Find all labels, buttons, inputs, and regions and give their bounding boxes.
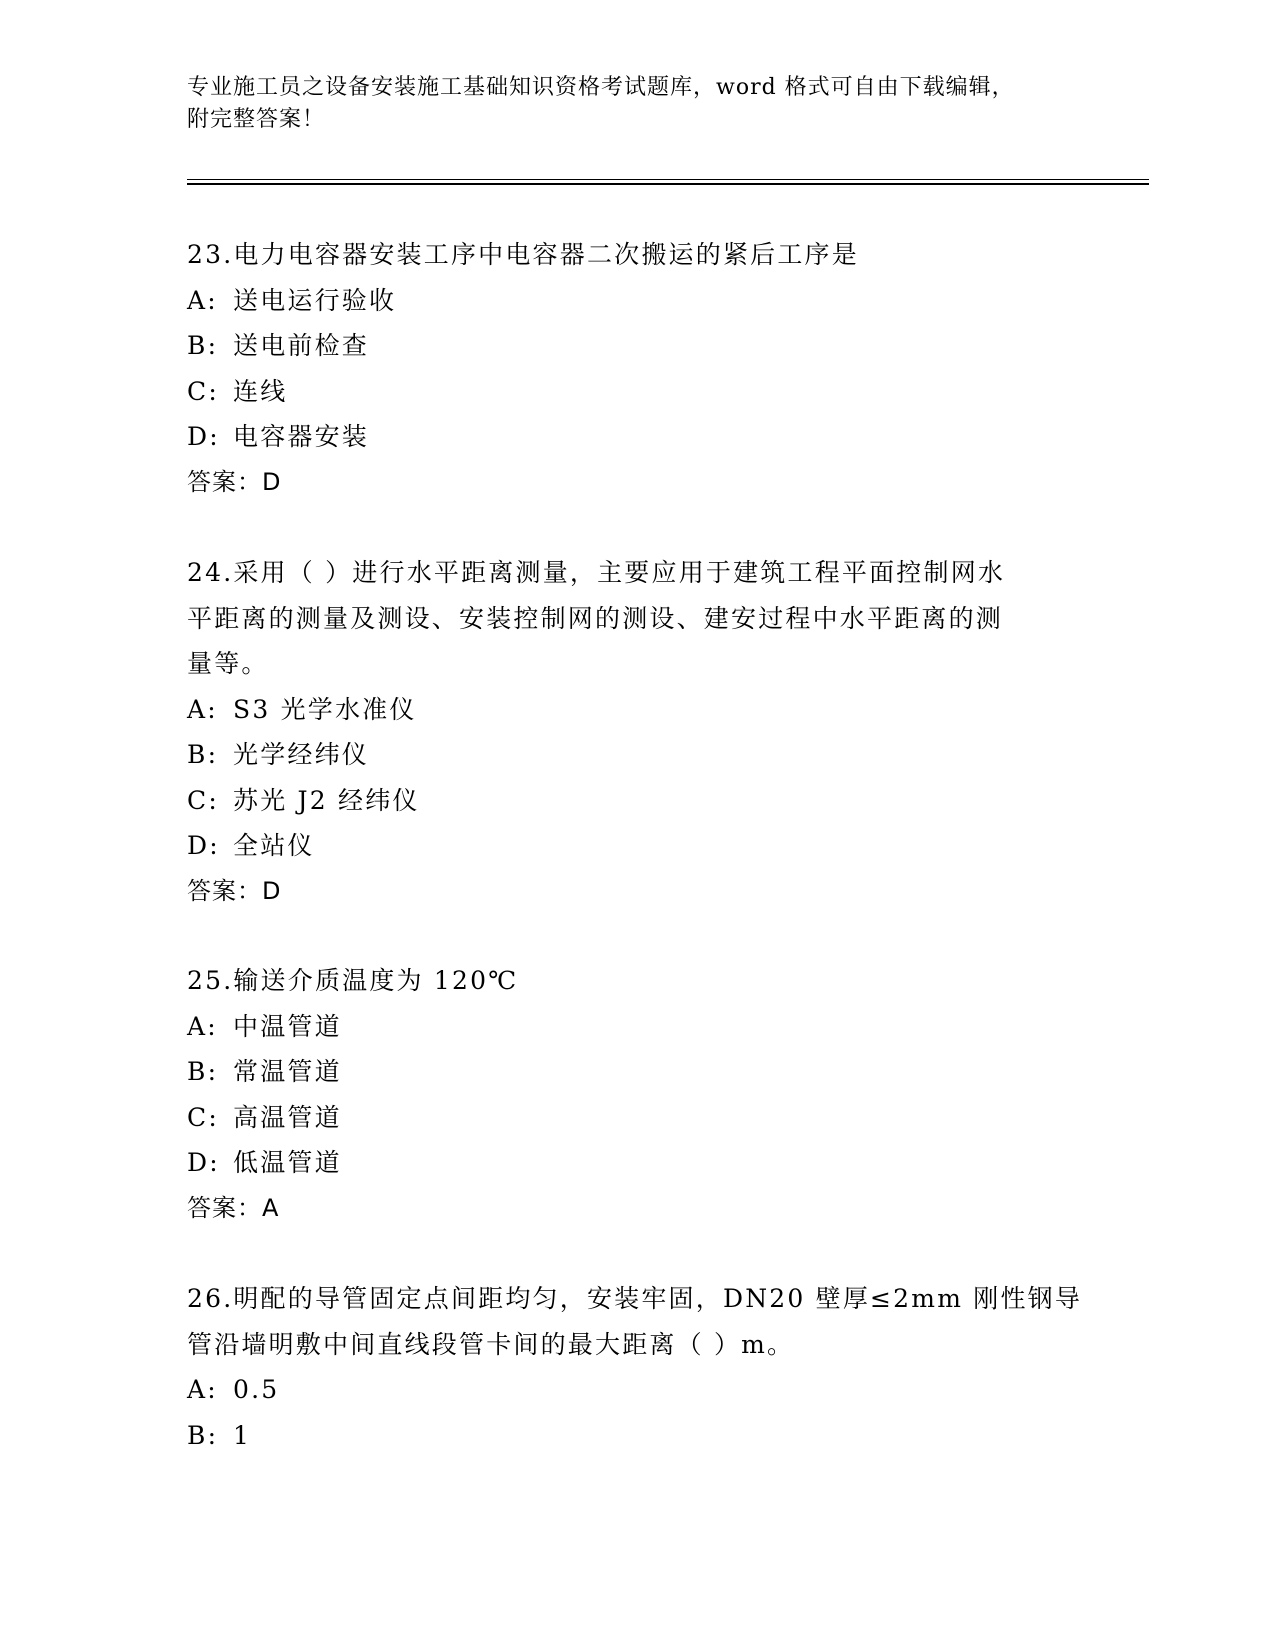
question-number: 23.	[187, 240, 234, 269]
answer-line	[187, 460, 1067, 506]
option-letter: B:	[187, 331, 219, 360]
question-text-line2: 平距离的测量及测设、安装控制网的测设、建安过程中水平距离的测	[187, 603, 1004, 633]
document-header	[187, 72, 1067, 136]
question-stem	[187, 232, 1067, 278]
option-a	[187, 278, 1067, 324]
question-text-line1: 采用（ ）进行水平距离测量，主要应用于建筑工程平面控制网水	[233, 558, 1006, 587]
answer-label: 答案：	[187, 467, 262, 496]
option-a	[187, 1367, 1067, 1413]
answer-value: D	[262, 467, 282, 496]
header-divider-thin	[187, 179, 1149, 180]
option-a	[187, 1004, 1067, 1050]
question-stem	[187, 1276, 1083, 1322]
option-text: 送电前检查	[233, 331, 370, 360]
option-letter: C:	[187, 1102, 219, 1132]
option-letter: A:	[187, 694, 218, 724]
option-letter: C:	[187, 376, 219, 406]
question-25	[187, 958, 1067, 1231]
question-number: 25.	[187, 966, 234, 995]
answer-label: 答案：	[187, 1193, 262, 1222]
option-letter: D:	[187, 422, 220, 451]
header-divider-thick	[187, 183, 1149, 185]
option-letter: A:	[187, 285, 218, 315]
question-text: 输送介质温度为 120℃	[233, 966, 519, 995]
question-number: 24.	[187, 558, 234, 587]
option-text: 电容器安装	[233, 422, 370, 451]
option-letter: D:	[187, 831, 220, 860]
question-26	[187, 1276, 1083, 1458]
option-b	[187, 1049, 1067, 1095]
question-stem	[187, 550, 1067, 596]
answer-value: D	[262, 876, 282, 905]
option-text: 常温管道	[233, 1057, 342, 1086]
option-c	[187, 369, 1067, 415]
question-stem	[187, 958, 1067, 1004]
option-letter: D:	[187, 1148, 220, 1177]
option-text: 苏光 J2 经纬仪	[233, 785, 420, 815]
option-c	[187, 778, 1067, 824]
option-text: S3 光学水准仪	[233, 694, 417, 724]
option-d	[187, 1140, 1067, 1186]
option-text: 送电运行验收	[233, 285, 397, 315]
option-d	[187, 414, 1067, 460]
option-letter: C:	[187, 785, 219, 815]
question-text-line1: 明配的导管固定点间距均匀，安装牢固，DN20 壁厚≤2mm 刚性钢导	[233, 1284, 1083, 1313]
option-text: 中温管道	[233, 1011, 342, 1041]
answer-value: A	[262, 1193, 280, 1222]
option-b	[187, 1413, 1067, 1459]
option-text: 全站仪	[233, 831, 315, 860]
option-text: 光学经纬仪	[233, 740, 370, 769]
option-text: 连线	[233, 376, 288, 406]
option-d	[187, 823, 1067, 869]
option-b	[187, 323, 1067, 369]
option-letter: A:	[187, 1011, 218, 1041]
option-text: 1	[233, 1420, 252, 1450]
option-a	[187, 687, 1067, 733]
option-text: 低温管道	[233, 1148, 342, 1177]
answer-label: 答案：	[187, 876, 262, 905]
option-text: 高温管道	[233, 1102, 342, 1132]
option-letter: A:	[187, 1375, 218, 1404]
option-text: 0.5	[233, 1375, 280, 1404]
option-letter: B:	[187, 740, 219, 769]
question-text-line2: 管沿墙明敷中间直线段管卡间的最大距离（ ）m。	[187, 1329, 795, 1359]
header-title-line1: 专业施工员之设备安装施工基础知识资格考试题库，word 格式可自由下载编辑，	[187, 75, 1015, 100]
option-c	[187, 1095, 1067, 1141]
answer-line	[187, 869, 1067, 915]
option-letter: B:	[187, 1420, 219, 1450]
question-text-line3: 量等。	[187, 649, 269, 678]
answer-line	[187, 1186, 1067, 1232]
question-number: 26.	[187, 1284, 234, 1313]
option-letter: B:	[187, 1057, 219, 1086]
option-b	[187, 732, 1067, 778]
question-24	[187, 550, 1067, 914]
question-23	[187, 232, 1067, 505]
question-text: 电力电容器安装工序中电容器二次搬运的紧后工序是	[233, 240, 859, 269]
header-title-line2: 附完整答案！	[187, 107, 326, 132]
